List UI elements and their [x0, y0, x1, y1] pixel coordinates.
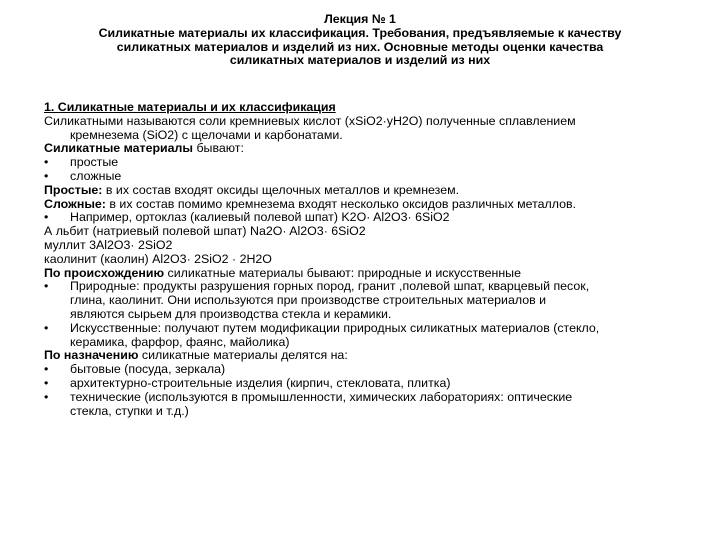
- bullet-icon: •: [44, 375, 49, 390]
- purpose-intro: [44, 349, 694, 363]
- albite-formula: А льбит (натриевый полевой шпат) Na2O· Al2O3· 6SiO2: [44, 224, 366, 239]
- kinds-intro: [44, 142, 694, 156]
- bullet-icon: •: [44, 362, 49, 377]
- simple-text: в их состав входят оксиды щелочных металлов и кремнезем.: [102, 182, 460, 197]
- example-text: Например, ортоклаз (калиевый полевой шпат) K2O· Al2O3· 6SiO2: [70, 210, 450, 225]
- purpose-text: силикатные материалы делятся на:: [138, 348, 348, 363]
- purpose-term: По назначению: [44, 348, 139, 363]
- list-item: [44, 280, 694, 321]
- list-item-text: бытовые (посуда, зеркала): [70, 362, 226, 377]
- mullite-formula: муллит 3Al2O3· 2SiO2: [44, 237, 173, 252]
- list-item: [44, 322, 694, 350]
- list-item-text: простые: [70, 155, 119, 170]
- list-item: [44, 377, 694, 391]
- bullet-icon: •: [44, 155, 49, 170]
- list-item-text: Природные: продукты разрушения горных пород, гранит ,полевой шпат, кварцевый песок,: [70, 279, 590, 294]
- list-item-text: технические (используются в промышленности, химических лабораториях: оптические: [70, 389, 573, 404]
- definition-line: кремнезема (SiO2) с щелочами и карбонатами.: [70, 127, 343, 142]
- complex-term: Сложные:: [44, 196, 106, 211]
- simple-term: Простые:: [44, 182, 103, 197]
- kinds-term: Силикатные материалы: [44, 141, 193, 156]
- lecture-header: [40, 13, 680, 68]
- definition-line: Силикатными называются соли кремниевых кислот (xSiO2·yH2O) полученные сплавлением: [44, 113, 576, 128]
- complex-definition: [44, 198, 694, 212]
- list-item: [44, 170, 694, 184]
- bullet-icon: •: [44, 320, 49, 335]
- origin-intro: [44, 267, 694, 281]
- lecture-subject-line-3: силикатных материалов и изделий из них: [229, 53, 491, 68]
- lecture-body: [44, 101, 694, 418]
- list-item-text: Искусственные: получают путем модификации природных силикатных материалов (стекло,: [70, 320, 600, 335]
- lecture-number: Лекция № 1: [324, 12, 396, 26]
- list-item: [44, 211, 694, 225]
- bullet-icon: •: [44, 279, 49, 294]
- list-item-text: сложные: [70, 168, 122, 183]
- bullet-icon: •: [44, 210, 49, 225]
- origin-text: силикатные материалы бывают: природные и искусственные: [164, 265, 521, 280]
- simple-definition: [44, 184, 694, 198]
- kinds-text: бывают:: [193, 141, 244, 156]
- list-item-text: архитектурно-строительные изделия (кирпич, стекловата, плитка): [70, 375, 451, 390]
- section-heading: 1. Силикатные материалы и их классификация: [44, 100, 336, 114]
- bullet-icon: •: [44, 389, 49, 404]
- definition-paragraph: [44, 115, 694, 143]
- kaolinite-formula: каолинит (каолин) Al2O3· 2SiO2 · 2H2O: [44, 251, 272, 266]
- bullet-icon: •: [44, 168, 49, 183]
- list-item-text: стекла, ступки и т.д.): [70, 403, 189, 418]
- lecture-subject-line-2: силикатных материалов и изделий из них. Основные методы оценки качества: [116, 39, 604, 54]
- list-item-text: являются сырьем для производства стекла и керамики.: [70, 306, 392, 321]
- list-item-text: глина, каолинит. Они используются при производстве строительных материалов и: [70, 293, 547, 308]
- origin-term: По происхождению: [44, 265, 165, 280]
- list-item-text: керамика, фарфор, фаянс, майолика): [70, 334, 290, 349]
- lecture-subject-line-1: Силикатные материалы их классификация. Требования, предъявляемые к качеству: [98, 25, 622, 40]
- complex-text: в их состав помимо кремнезема входят несколько оксидов различных металлов.: [105, 196, 577, 211]
- list-item: [44, 156, 694, 170]
- list-item: [44, 363, 694, 377]
- list-item: [44, 391, 694, 419]
